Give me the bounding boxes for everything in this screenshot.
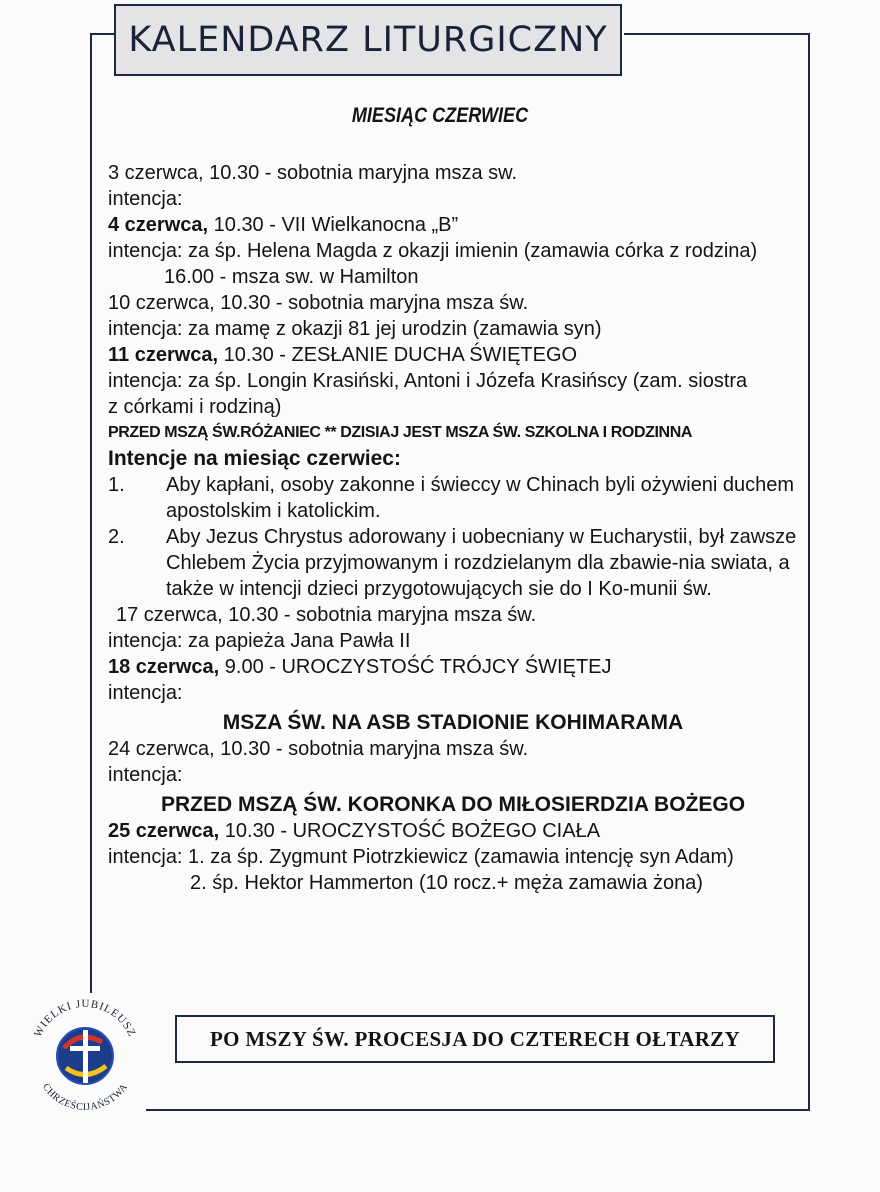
logo-text-bottom: CHRZEŚCIJAŃSTWA	[39, 1081, 131, 1114]
list-item	[108, 524, 798, 602]
entry-date: 4 czerwca,	[108, 214, 209, 236]
entry-line: 24 czerwca, 10.30 - sobotnia maryjna msza św.	[108, 738, 529, 760]
logo-text-top: WIELKI JUBILEUSZ	[31, 997, 139, 1040]
entry-date: 11 czerwca,	[108, 344, 219, 366]
notice-line: PRZED MSZĄ ŚW. KORONKA DO MIŁOSIERDZIA BOŻEGO	[160, 793, 746, 816]
month-heading: MIESIĄC CZERWIEC	[351, 104, 529, 127]
frame-line	[90, 33, 92, 993]
frame-line	[90, 33, 114, 35]
entry-line: 2. śp. Hektor Hammerton (10 rocz.+ męża zamawia żona)	[190, 872, 703, 894]
list-text: Aby kapłani, osoby zakonne i świeccy w Chinach byli ożywieni duchem apostolskim i katolickim.	[166, 474, 795, 522]
entry-line: intencja: za papieża Jana Pawła II	[108, 630, 411, 652]
list-item	[108, 472, 798, 524]
entry-line: intencja:	[108, 188, 183, 210]
list-text: Aby Jezus Chrystus adorowany i uobecniany w Eucharystii, był zawsze Chlebem Życia przyjmowanym i rozdzielanym dla zbawie-nia swiata, a także w intencji dzieci przygotowujących sie do I Ko-munii św.	[166, 526, 797, 600]
notice-line: MSZA ŚW. NA ASB STADIONIE KOHIMARAMA	[222, 711, 684, 734]
entry-line: 3 czerwca, 10.30 - sobotnia maryjna msza sw.	[108, 162, 518, 184]
frame-line	[808, 33, 810, 1111]
notice-line: PRZED MSZĄ ŚW.RÓŻANIEC ** DZISIAJ JEST MSZA ŚW. SZKOLNA I RODZINNA	[108, 424, 692, 441]
entry-line: intencja: za śp. Helena Magda z okazji imienin (zamawia córka z rodzina)	[108, 240, 758, 262]
entry-line: 16.00 - msza sw. w Hamilton	[164, 266, 419, 288]
entry-line: intencja:	[108, 682, 183, 704]
entry-line	[108, 818, 798, 844]
entry-text: 10.30 - ZESŁANIE DUCHA ŚWIĘTEGO	[218, 344, 578, 366]
entry-line: 17 czerwca, 10.30 - sobotnia maryjna msza św.	[116, 604, 537, 626]
entry-date: 25 czerwca,	[108, 820, 220, 842]
jubilee-emblem-icon	[57, 1028, 113, 1084]
closing-notice: PO MSZY ŚW. PROCESJA DO CZTERECH OŁTARZY	[210, 1026, 740, 1051]
list-number: 1.	[108, 474, 125, 496]
page-title-box	[114, 4, 622, 76]
entry-line: intencja: za śp. Longin Krasiński, Antoni i Józefa Krasińscy (zam. siostra	[108, 370, 748, 392]
frame-line	[624, 33, 810, 35]
entry-date: 18 czerwca,	[108, 656, 220, 678]
closing-notice-box	[175, 1015, 775, 1063]
entry-line: intencja:	[108, 764, 183, 786]
entry-line	[108, 342, 798, 368]
entry-line: intencja: 1. za śp. Zygmunt Piotrzkiewicz (zamawia intencję syn Adam)	[108, 846, 734, 868]
entry-line: z córkami i rodziną)	[108, 396, 282, 418]
jubilee-logo	[20, 990, 150, 1120]
intentions-heading: Intencje na miesiąc czerwiec:	[108, 447, 401, 470]
entry-text: 10.30 - UROCZYSTOŚĆ BOŻEGO CIAŁA	[219, 820, 601, 842]
entry-line: 10 czerwca, 10.30 - sobotnia maryjna msza św.	[108, 292, 529, 314]
entry-text: 10.30 - VII Wielkanocna „B”	[208, 214, 459, 236]
entry-line	[108, 212, 798, 238]
calendar-content	[108, 160, 798, 896]
entry-line	[108, 654, 798, 680]
page-title: KALENDARZ LITURGICZNY	[128, 20, 608, 60]
frame-line	[146, 1109, 810, 1111]
entry-line: intencja: za mamę z okazji 81 jej urodzin (zamawia syn)	[108, 318, 602, 340]
entry-text: 9.00 - UROCZYSTOŚĆ TRÓJCY ŚWIĘTEJ	[219, 656, 612, 678]
list-number: 2.	[108, 526, 125, 548]
